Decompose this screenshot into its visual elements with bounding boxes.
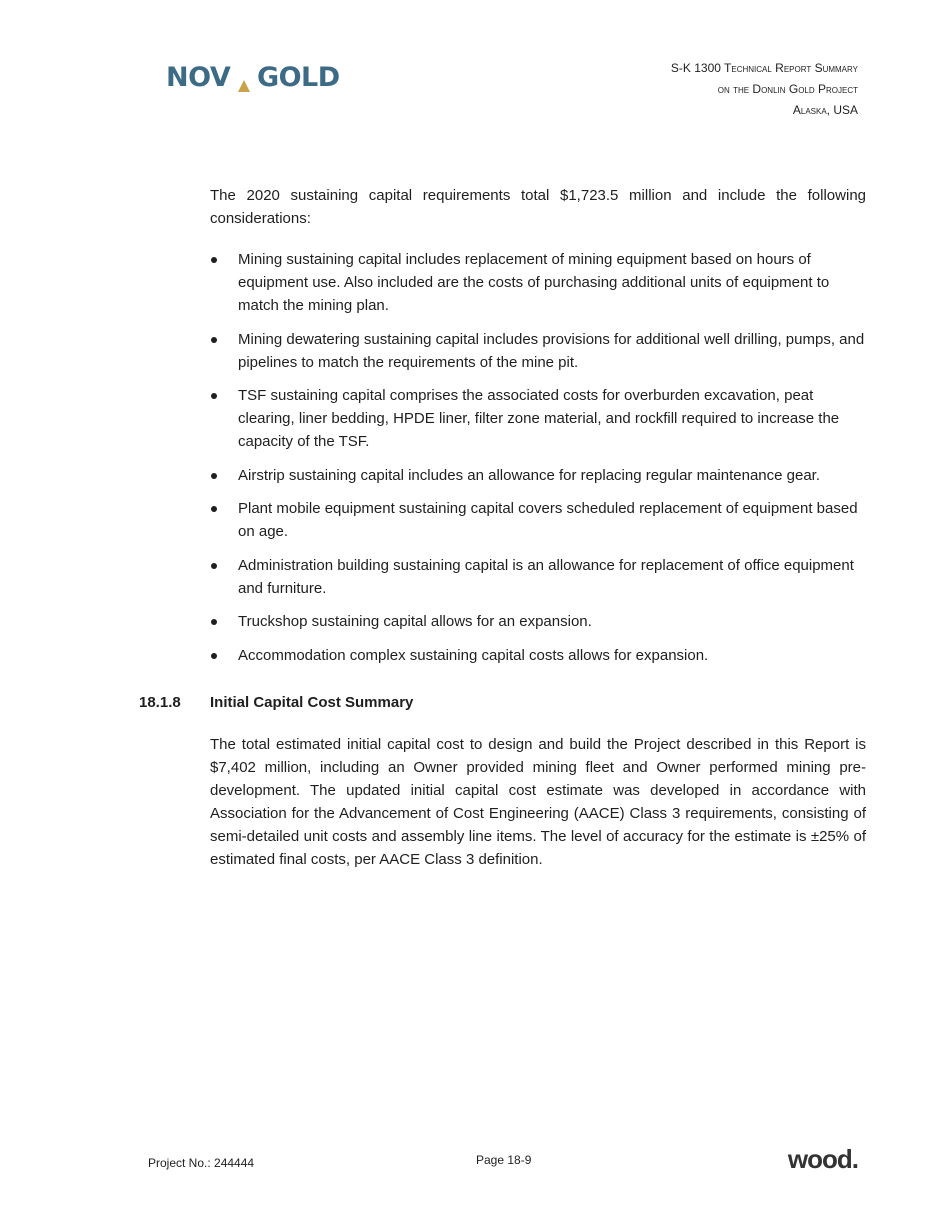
list-item: TSF sustaining capital comprises the associated costs for overburden excavation, peat clearing, liner bedding, HPDE liner, filter zone material, and rockfill required to increase the capacity of the TSF. bbox=[210, 384, 866, 453]
list-item: Accommodation complex sustaining capital costs allows for expansion. bbox=[210, 644, 866, 667]
section-title: Initial Capital Cost Summary bbox=[210, 694, 414, 711]
report-header bbox=[671, 58, 858, 121]
list-item: Administration building sustaining capital is an allowance for replacement of office equipment and furniture. bbox=[210, 554, 866, 600]
main-content bbox=[210, 184, 866, 677]
list-item: Airstrip sustaining capital includes an allowance for replacing regular maintenance gear. bbox=[210, 464, 866, 487]
list-item: Plant mobile equipment sustaining capital covers scheduled replacement of equipment based on age. bbox=[210, 497, 866, 543]
novagold-logo bbox=[166, 64, 340, 91]
section-heading bbox=[139, 694, 413, 711]
bullet-icon bbox=[211, 257, 217, 263]
bullet-icon bbox=[211, 393, 217, 399]
section-number: 18.1.8 bbox=[139, 694, 181, 711]
bullet-icon bbox=[211, 619, 217, 625]
bullet-icon bbox=[211, 506, 217, 512]
list-item: Truckshop sustaining capital allows for an expansion. bbox=[210, 610, 866, 633]
page-number: Page 18-9 bbox=[476, 1153, 532, 1167]
logo-text-part2: GOLD bbox=[256, 62, 340, 93]
bullet-icon bbox=[211, 473, 217, 479]
logo-text-part1: NOV bbox=[166, 62, 231, 93]
project-number: Project No.: 244444 bbox=[148, 1156, 255, 1170]
report-title-line-1: S-K 1300 Technical Report Summary bbox=[670, 61, 858, 75]
bullet-icon bbox=[211, 563, 217, 569]
list-item: Mining dewatering sustaining capital includes provisions for additional well drilling, pumps, and pipelines to match the requirements of the mine pit. bbox=[210, 328, 866, 374]
list-item: Mining sustaining capital includes replacement of mining equipment based on hours of equipment use. Also included are the costs of purchasing additional units of equipment to match the mining plan. bbox=[210, 248, 866, 317]
logo-triangle: ​ bbox=[230, 62, 257, 93]
intro-paragraph: The 2020 sustaining capital requirements total $1,723.5 million and include the following considerations: bbox=[210, 187, 866, 227]
bullet-icon bbox=[211, 337, 217, 343]
wood-logo: wood. bbox=[787, 1144, 858, 1174]
bullet-icon bbox=[211, 653, 217, 659]
bullet-list bbox=[210, 248, 866, 667]
report-title-line-2: on the Donlin Gold Project bbox=[717, 82, 858, 96]
section-paragraph: The total estimated initial capital cost to design and build the Project described in this Report is $7,402 million, including an Owner provided mining fleet and Owner performed mining pre-development. The updated initial capital cost estimate was developed in accordance with Association for the Advancement of Cost Engineering (AACE) Class 3 requirements, consisting of semi-detailed unit costs and assembly line items. The level of accuracy for the estimate is ±25% of estimated final costs, per AACE Class 3 definition. bbox=[210, 736, 866, 868]
report-title-line-3: Alaska, USA bbox=[792, 103, 858, 117]
